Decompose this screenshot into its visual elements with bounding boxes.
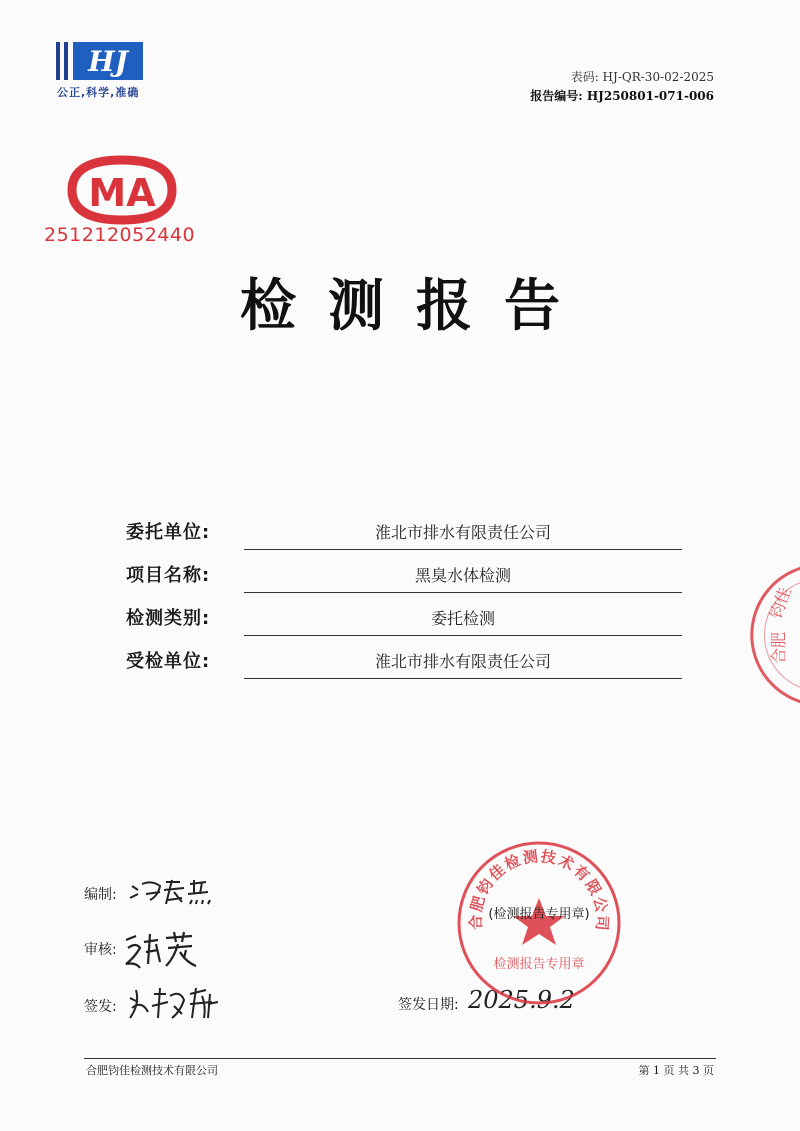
seal-center-text: (检测报告专用章)	[488, 907, 590, 922]
edge-seal-fragment	[750, 560, 800, 710]
cma-stamp	[52, 150, 192, 230]
document-title: 检测报告	[240, 274, 592, 339]
info-label: 受检单位:	[126, 651, 211, 672]
logo-slogan: 公正,科学,准确	[57, 86, 140, 99]
compiler-signature	[128, 874, 218, 910]
svg-text:合肥: 合肥	[769, 631, 788, 664]
info-label: 检测类别:	[126, 608, 211, 629]
approver-signature	[126, 984, 226, 1024]
info-value: 黑臭水体检测	[244, 563, 682, 593]
info-row-project	[126, 553, 682, 593]
info-value: 委托检测	[244, 606, 682, 636]
cma-number: 251212052440	[44, 224, 196, 246]
seal-ring-text: 合肥钧佳检测技术有限公司	[466, 847, 612, 934]
reviewed-by-label: 审核:	[84, 942, 117, 958]
info-label: 项目名称:	[126, 565, 211, 586]
official-seal	[454, 838, 624, 1008]
issue-date-label: 签发日期:	[398, 997, 459, 1013]
info-row-category	[126, 596, 682, 636]
page-indicator: 第 1 页 共 3 页	[638, 1064, 714, 1077]
issue-date-text: 2025.9.2	[468, 986, 575, 1014]
reviewer-signature	[122, 926, 212, 976]
logo-abbr: HJ	[88, 45, 128, 78]
info-value: 淮北市排水有限责任公司	[244, 520, 682, 550]
form-code: 表码: HJ-QR-30-02-2025	[570, 70, 714, 84]
report-number-value: HJ250801-071-006	[586, 89, 714, 103]
seal-bottom-text: 检测报告专用章	[493, 957, 585, 972]
info-row-client	[126, 510, 682, 550]
info-row-inspected	[126, 639, 682, 679]
compiled-by-label: 编制:	[84, 887, 117, 903]
info-label: 委托单位:	[126, 522, 211, 543]
cma-mark: MA	[88, 171, 156, 215]
footer-divider	[84, 1058, 716, 1059]
info-value: 淮北市排水有限责任公司	[244, 649, 682, 679]
svg-text:钧佳: 钧佳	[765, 584, 795, 622]
approved-by-label: 签发:	[84, 999, 117, 1015]
company-logo	[56, 40, 146, 82]
report-number-label: 报告编号:	[530, 89, 583, 103]
footer-company: 合肥钧佳检测技术有限公司	[86, 1064, 218, 1077]
report-number	[530, 87, 714, 104]
